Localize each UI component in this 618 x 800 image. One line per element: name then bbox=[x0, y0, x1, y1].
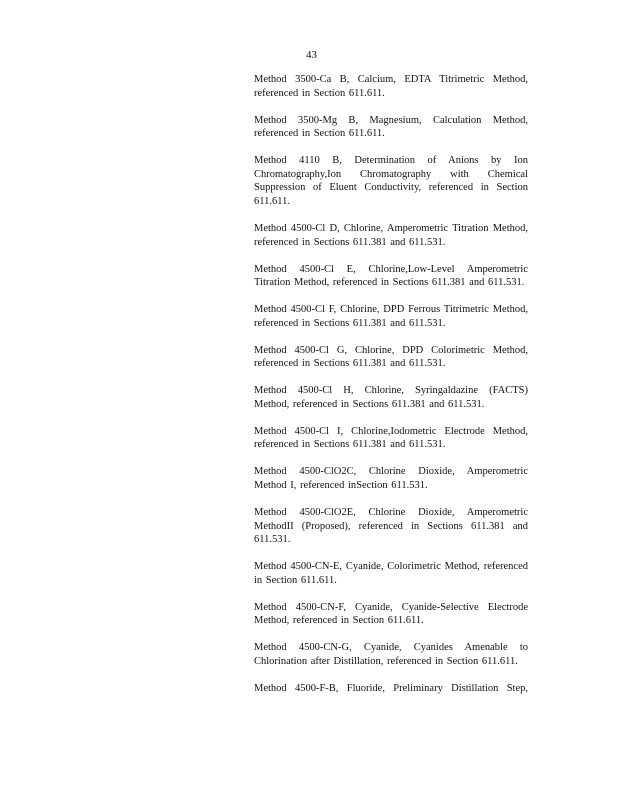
method-reference-list bbox=[254, 73, 528, 709]
list-item: Method 4500-Cl D, Chlorine, Amperometric Titration Method, referenced in Sections 611.381 and 611.531. bbox=[254, 222, 528, 248]
list-item: Method 4500-CN-G, Cyanide, Cyanides Amenable to Chlorination after Distillation, referenced in Section 611.611. bbox=[254, 642, 528, 667]
list-item: Method 4500-CN-E, Cyanide, Colorimetric Method, referenced in Section 611.611. bbox=[254, 561, 528, 586]
list-item: Method 4500-Cl I, Chlorine,Iodometric Electrode Method, referenced in Sections 611.381 and 611.531. bbox=[254, 425, 528, 451]
page-number: 43 bbox=[306, 49, 317, 61]
list-item: Method 4110 B, Determination of Anions by Ion Chromatography,Ion Chromatography with Chemical Suppression of Eluent Conductivity, referenced in Section 611.611. bbox=[254, 155, 528, 207]
list-item: Method 4500-Cl H, Chlorine, Syringaldazine (FACTS) Method, referenced in Sections 611.381 and 611.531. bbox=[254, 385, 528, 410]
list-item: Method 4500-F-B, Fluoride, Preliminary Distillation Step, bbox=[254, 682, 528, 694]
list-item: Method 3500-Ca B, Calcium, EDTA Titrimetric Method, referenced in Section 611.611. bbox=[254, 74, 528, 99]
list-item: Method 4500-Cl E, Chlorine,Low-Level Amperometric Titration Method, referenced in Sections 611.381 and 611.531. bbox=[254, 263, 528, 289]
list-item: Method 4500-ClO2C, Chlorine Dioxide, Amperometric Method I, referenced inSection 611.531. bbox=[254, 466, 528, 491]
list-item: Method 4500-Cl G, Chlorine, DPD Colorimetric Method, referenced in Sections 611.381 and 611.531. bbox=[254, 344, 528, 370]
list-item: Method 4500-Cl F, Chlorine, DPD Ferrous Titrimetric Method, referenced in Sections 611.381 and 611.531. bbox=[254, 304, 528, 329]
list-item: Method 3500-Mg B, Magnesium, Calculation Method, referenced in Section 611.611. bbox=[254, 114, 528, 140]
list-item: Method 4500-ClO2E, Chlorine Dioxide, Amperometric MethodII (Proposed), referenced in Sections 611.381 and 611.531. bbox=[254, 506, 528, 546]
list-item: Method 4500-CN-F, Cyanide, Cyanide-Selective Electrode Method, referenced in Section 611.611. bbox=[254, 601, 528, 627]
